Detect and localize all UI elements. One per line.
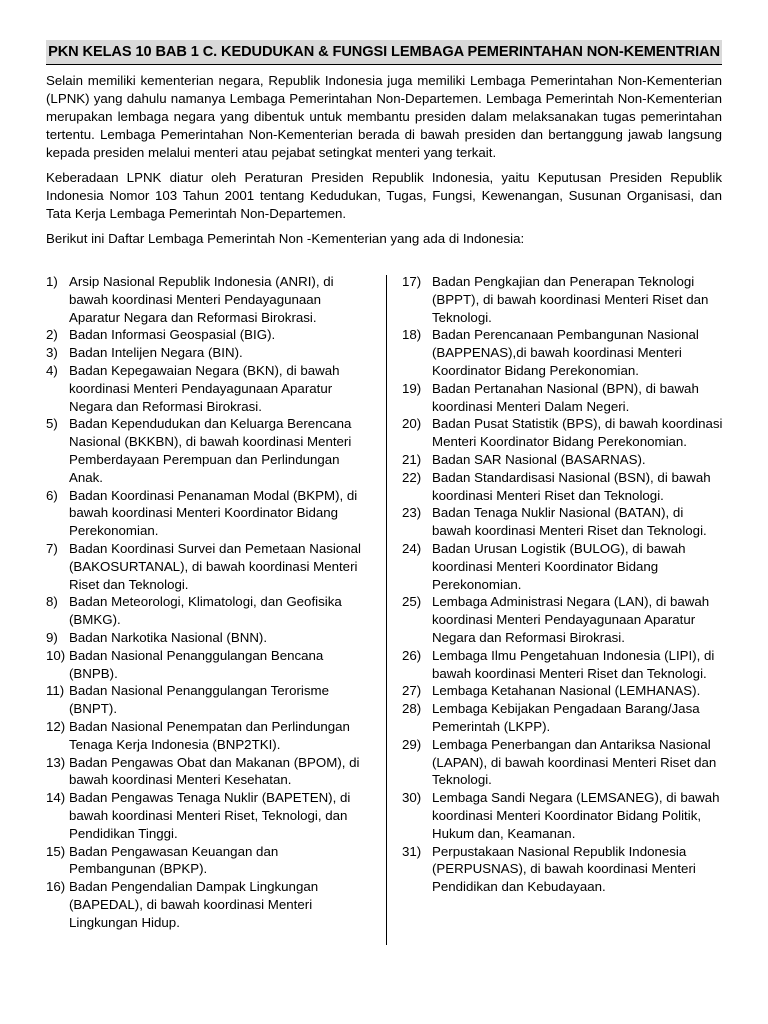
list-item-text: Badan Meteorologi, Klimatologi, dan Geofisika (BMKG). [69,594,342,628]
list-item-number: 14) [46,790,66,806]
list-item [402,843,724,896]
list-item-number: 5) [46,416,58,432]
list-item-number: 22) [402,469,422,485]
list-item-text: Lembaga Penerbangan dan Antariksa Nasional (LAPAN), di bawah koordinasi Menteri Riset dan Teknologi. [432,736,717,788]
list-item [402,273,724,326]
list-item-number: 23) [402,505,422,521]
list-item-text: Perpustakaan Nasional Republik Indonesia (PERPUSNAS), di bawah koordinasi Menteri Pendidikan dan Kebudayaan. [432,843,696,895]
list-item [46,487,366,540]
list-item-text: Badan Urusan Logistik (BULOG), di bawah koordinasi Menteri Koordinator Bidang Perekonomian. [432,540,686,592]
list-item-text: Lembaga Ketahanan Nasional (LEMHANAS). [432,683,701,699]
page-title: PKN KELAS 10 BAB 1 C. KEDUDUKAN & FUNGSI LEMBAGA PEMERINTAHAN NON-KEMENTRIAN [46,40,722,65]
list-item [46,540,366,593]
list-item-number: 8) [46,594,58,610]
agency-list-columns [46,273,722,953]
list-item-text: Arsip Nasional Republik Indonesia (ANRI), di bawah koordinasi Menteri Pendayagunaan Aparatur Negara dan Reformasi Birokrasi. [69,274,334,325]
list-item-text: Badan Pertanahan Nasional (BPN), di bawah koordinasi Menteri Dalam Negeri. [432,380,699,414]
list-item [46,593,366,629]
list-item [46,647,366,683]
list-item-text: Badan Intelijen Negara (BIN). [69,345,243,361]
list-item-number: 19) [402,380,422,396]
list-item [46,718,366,754]
list-item-text: Lembaga Administrasi Negara (LAN), di bawah koordinasi Menteri Pendayagunaan Aparatur Negara dan Reformasi Birokrasi. [432,594,710,645]
list-item-text: Badan Pengawas Obat dan Makanan (BPOM), di bawah koordinasi Menteri Kesehatan. [69,754,360,788]
list-item-text: Badan Nasional Penanggulangan Terorisme (BNPT). [69,683,329,717]
column-divider [386,275,387,945]
list-item-text: Badan Pusat Statistik (BPS), di bawah koordinasi Menteri Koordinator Bidang Perekonomian. [432,416,723,450]
list-item-text: Badan Standardisasi Nasional (BSN), di bawah koordinasi Menteri Riset dan Teknologi. [432,469,711,503]
list-item-number: 17) [402,274,422,289]
list-item [46,326,366,344]
list-item [402,789,724,842]
list-item-text: Badan Pengawas Tenaga Nuklir (BAPETEN), di bawah koordinasi Menteri Riset, Teknologi, dan Pendidikan Tinggi. [69,790,351,841]
list-item-text: Lembaga Ilmu Pengetahuan Indonesia (LIPI), di bawah koordinasi Menteri Riset dan Teknologi. [432,647,715,681]
list-item [46,629,366,647]
list-item-text: Lembaga Sandi Negara (LEMSANEG), di bawah koordinasi Menteri Koordinator Bidang Politik, Hukum dan, Keamanan. [432,790,720,841]
list-item-number: 13) [46,754,66,770]
list-item-number: 11) [46,683,65,699]
list-item-number: 16) [46,879,66,895]
list-item [46,273,366,326]
list-item-text: Badan Narkotika Nasional (BNN). [69,629,268,645]
list-item-number: 27) [402,683,422,699]
list-item [402,504,724,540]
list-item-text: Badan Pengkajian dan Penerapan Teknologi (BPPT), di bawah koordinasi Menteri Riset dan Teknologi. [432,274,709,325]
list-item-number: 25) [402,594,422,610]
list-item-number: 26) [402,647,422,663]
list-item-text: Lembaga Kebijakan Pengadaan Barang/Jasa Pemerintah (LKPP). [432,701,700,734]
list-item-number: 9) [46,629,58,645]
list-item-text: Badan Kependudukan dan Keluarga Berencana Nasional (BKKBN), di bawah koordinasi Menteri Pemberdayaan Perempuan dan Perlindungan Anak. [69,416,352,485]
list-item-number: 31) [402,843,422,859]
list-item [402,451,724,469]
list-item [402,326,724,379]
intro-paragraph: Selain memiliki kementerian negara, Republik Indonesia juga memiliki Lembaga Pemerintahan Non-Kementerian (LPNK) yang dahulu namanya Lembaga Pemerintahan Non-Departemen. Lembaga Pemerintah Non-Kementerian merupakan lembaga negara yang dibentuk untuk membantu presiden dalam melaksanakan tugas pemerintahan tertentu. Lembaga Pemerintahan Non-Kementerian berada di bawah presiden dan bertanggung jawab langsung kepada presiden melalui menteri atau pejabat setingkat menteri yang terkait. [46,73,722,160]
list-item-number: 29) [402,736,422,752]
list-item-text: Badan Pengendalian Dampak Lingkungan (BAPEDAL), di bawah koordinasi Menteri Lingkungan Hidup. [69,879,319,930]
list-item [402,380,724,416]
list-item-text: Badan SAR Nasional (BASARNAS). [432,451,646,467]
list-item [402,736,724,789]
list-item-text: Badan Koordinasi Survei dan Pemetaan Nasional (BAKOSURTANAL), di bawah koordinasi Menteri Riset dan Teknologi. [69,540,361,592]
list-item-number: 1) [46,274,58,289]
list-item-number: 21) [402,451,422,467]
list-item [46,344,366,362]
list-item-number: 2) [46,327,58,343]
list-item-number: 10) [46,647,66,663]
list-item [402,593,724,646]
list-item-number: 3) [46,345,58,361]
list-item [402,682,724,700]
list-item-text: Badan Tenaga Nuklir Nasional (BATAN), di bawah koordinasi Menteri Riset dan Teknologi. [432,505,707,539]
list-item [46,754,366,790]
list-item [402,469,724,505]
list-item [46,415,366,486]
list-item-number: 24) [402,540,422,556]
list-item-text: Badan Pengawasan Keuangan dan Pembangunan (BPKP). [69,843,279,877]
list-item-text: Badan Kepegawaian Negara (BKN), di bawah koordinasi Menteri Pendayagunaan Aparatur Negara dan Reformasi Birokrasi. [69,362,340,414]
agency-list-left [46,273,366,931]
list-item-number: 20) [402,416,422,432]
list-item-number: 6) [46,487,58,503]
list-item [402,700,724,736]
list-item [402,540,724,593]
list-item [46,843,366,879]
left-column [46,273,366,931]
list-item-number: 28) [402,701,422,717]
list-item [46,878,366,931]
list-item-number: 12) [46,718,66,734]
list-item [402,647,724,683]
agency-list-right [402,273,724,896]
list-item [46,362,366,415]
right-column [402,273,724,896]
list-item [402,415,724,451]
list-item-text: Badan Nasional Penempatan dan Perlindungan Tenaga Kerja Indonesia (BNP2TKI). [69,718,350,752]
list-item-text: Badan Informasi Geospasial (BIG). [69,327,276,343]
legal-basis-paragraph: Keberadaan LPNK diatur oleh Peraturan Presiden Republik Indonesia, yaitu Keputusan Presiden Republik Indonesia Nomor 103 Tahun 2001 tentang Kedudukan, Tugas, Fungsi, Kewenangan, Susunan Organisasi, dan Tata Kerja Lembaga Pemerintah Non-Departemen. [46,170,722,221]
list-item-text: Badan Perencanaan Pembangunan Nasional (BAPPENAS),di bawah koordinasi Menteri Koordinator Bidang Perekonomian. [432,327,699,378]
list-intro-paragraph: Berikut ini Daftar Lembaga Pemerintah Non -Kementerian yang ada di Indonesia: [46,231,525,246]
list-item-number: 18) [402,327,422,343]
list-item [46,682,366,718]
document-page [46,40,723,930]
list-item-number: 4) [46,362,58,378]
list-item-number: 7) [46,540,58,556]
list-item-text: Badan Koordinasi Penanaman Modal (BKPM), di bawah koordinasi Menteri Koordinator Bidang Perekonomian. [69,487,358,539]
list-item-text: Badan Nasional Penanggulangan Bencana (BNPB). [69,647,324,681]
list-item [46,789,366,842]
list-item-number: 30) [402,790,422,806]
list-item-number: 15) [46,843,66,859]
